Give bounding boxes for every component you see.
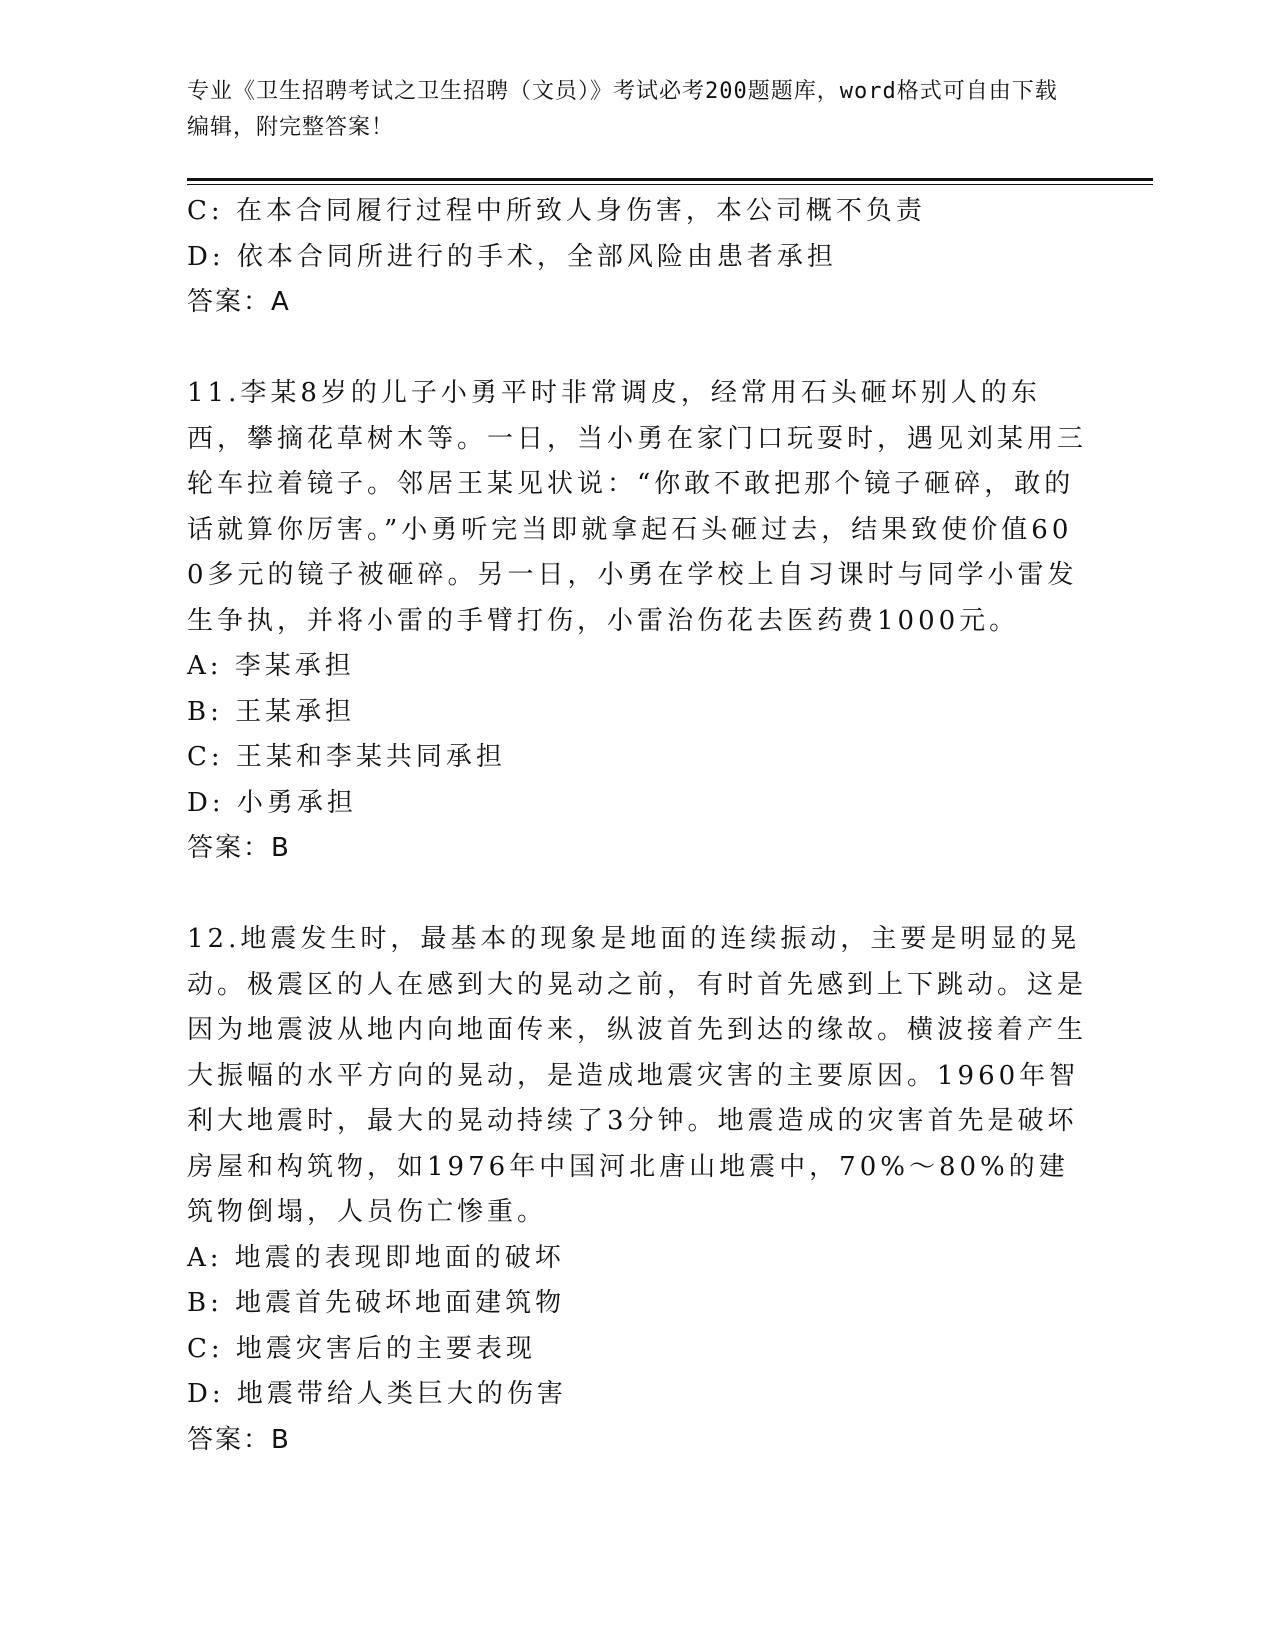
header-rule-thick: [187, 178, 1153, 181]
option-c: C: 王某和李某共同承担: [187, 742, 506, 772]
option-d: D: 小勇承担: [187, 787, 357, 818]
option-a: A: 地震的表现即地面的破坏: [187, 1242, 565, 1273]
document-header: 专业《卫生招聘考试之卫生招聘（文员）》考试必考200题题库，word格式可自由下载编辑，附完整答案！: [187, 79, 1058, 140]
spacer: [187, 326, 1087, 372]
option-c: C: 在本合同履行过程中所致人身伤害，本公司概不负责: [187, 196, 926, 226]
option-b: B: 王某承担: [187, 696, 356, 727]
answer-line: 答案：B: [187, 833, 291, 863]
question-11: [187, 371, 1087, 872]
option-d: D: 依本合同所进行的手术，全部风险由患者承担: [187, 241, 837, 272]
option-a: A: 李某承担: [187, 651, 355, 681]
document-body: [187, 189, 1087, 1463]
question-text: 12.地震发生时，最基本的现象是地面的连续振动，主要是明显的晃动。极震区的人在感到大的晃动之前，有时首先感到上下跳动。这是因为地震波从地内向地面传来，纵波首先到达的缘故。横波接着产生大振幅的水平方向的晃动，是造成地震灾害的主要原因。1960年智利大地震时，最大的晃动持续了3分钟。地震造成的灾害首先是破坏房屋和构筑物，如1976年中国河北唐山地震中，70%～80%的建筑物倒塌，人员伤亡惨重。: [187, 924, 1088, 1227]
option-c: C: 地震灾害后的主要表现: [187, 1333, 536, 1364]
question-text: 11.李某8岁的儿子小勇平时非常调皮，经常用石头砸坏别人的东西，攀摘花草树木等。一日，当小勇在家门口玩耍时，遇见刘某用三轮车拉着镜子。邻居王某见状说：“你敢不敢把那个镜子砸碎，敢的话就算你厉害。”小勇听完当即就拿起石头砸过去，结果致使价值600多元的镜子被砸碎。另一日，小勇在学校上自习课时与同学小雷发生争执，并将小雷的手臂打伤，小雷治伤花去医药费1000元。: [187, 378, 1088, 636]
header-rule-thin: [187, 184, 1153, 185]
spacer: [187, 872, 1087, 918]
question-12: [187, 917, 1087, 1463]
prev-question: [187, 189, 1087, 326]
answer-line: 答案：A: [187, 287, 291, 317]
answer-line: 答案：B: [187, 1424, 291, 1455]
option-b: B: 地震首先破坏地面建筑物: [187, 1288, 566, 1318]
option-d: D: 地震带给人类巨大的伤害: [187, 1379, 567, 1409]
